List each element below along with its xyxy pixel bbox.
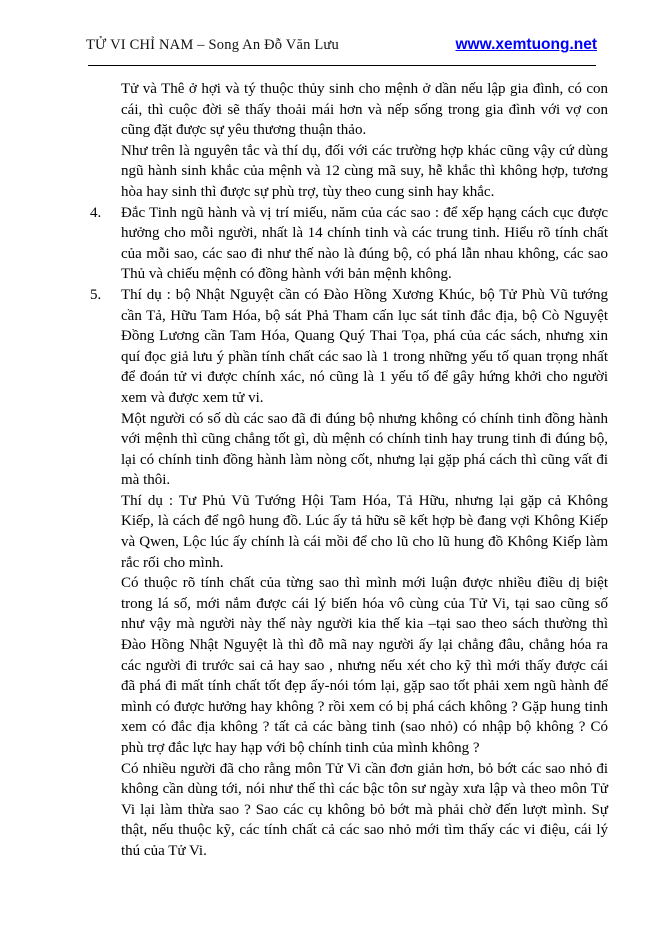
paragraph (121, 141, 608, 203)
list-number: 4. (90, 204, 102, 221)
paragraph-text: Có thuộc rõ tính chất của từng sao thì mình mới luận được nhiều điều dị biệt trong lá số, mới nắm được cái lý biến hóa vô cùng của Tử Vi, tại sao cũng số như vậy mà người này thế này người kia thế kia –tại sao theo sách thường thì Đào Hồng Nhật Nguyệt là thì đỗ mã nay người ấy lại chẳng đâu, chẳng hóa ra các người đi trước sai cả hay sao , nhưng nếu xét cho kỹ thì mới thấy được cái đã phá đi mất tính chất tốt đẹp ấy-nói tóm lại, gặp sao tốt phải xem ngũ hành để mình có được hưởng hay không ? rồi xem có bị phá cách không ? Gặp hung tinh xem có đắc địa không ? tất cả các bàng tinh (sao nhỏ) có nhập bộ không ? Có phù trợ đắc lực hay hạp với bộ chính tinh của mình không ? (121, 575, 608, 756)
paragraph-text: Thí dụ : Tư Phủ Vũ Tướng Hội Tam Hóa, Tả Hữu, nhưng lại gặp cả Không Kiếp, là cách để ngô hung đồ. Lúc ấy tả hữu sẽ kết hợp bè đang vợi Không Kiếp và Qwen, Lộc lúc ấy chính là cái mồi để cho lũ cho lũ hung đồ Không Kiếp làm rắc rối cho mình. (121, 492, 608, 571)
paragraph (121, 79, 608, 141)
paragraph (121, 573, 608, 758)
paragraph-text: Một người có số dù các sao đã đi đúng bộ nhưng không có chính tinh đồng hành với mệnh thì cũng chẳng tốt gì, dù mệnh có chính tinh hay trung tinh đi đúng bộ, lại có chính tinh đồng hành làm nòng cốt, nhưng lại gặp phá cách thì cũng vất đi mà thôi. (121, 410, 608, 489)
paragraph-text: Tử và Thê ở hợi và tý thuộc thủy sinh cho mệnh ở dần nếu lập gia đình, có con cái, thì cuộc đời sẽ thấy thoải mái hơn và nếp sống trong gia đình với vợ con cũng đặt được sự yêu thương thuận thảo. (121, 81, 608, 139)
paragraph (121, 409, 608, 491)
page-header-title: TỬ VI CHỈ NAM – Song An Đỗ Văn Lưu (86, 37, 339, 53)
document-body (90, 79, 608, 862)
paragraph (121, 491, 608, 573)
paragraph-text: Thí dụ : bộ Nhật Nguyệt cần có Đào Hồng Xương Khúc, bộ Tử Phù Vũ tướng cần Tả, Hữu Tam Hóa, bộ sát Phả Tham cấn lục sát tỉnh đắc địa, bộ Cò Nguyệt Đồng Lương cần Tam Hóa, Quang Quý Thai Tọa, phá của các sách, nhưng xin quí đọc giả lưu ý phần tính chất các sao là 1 trong những yếu tố quan trọng nhất để đoán tử vi được chính xác, nó cũng là 1 yếu tố để gây hứng khởi cho người xem và được xem tử vi. (121, 286, 608, 406)
numbered-item-4 (90, 203, 608, 285)
list-number: 5. (90, 286, 102, 303)
paragraph-text: Có nhiều người đã cho rằng môn Tử Vi cần đơn giản hơn, bỏ bớt các sao nhỏ đi không cần dùng tới, nói như thế thì các bậc tôn sư ngày xưa lập và theo môn Tử Vi lại làm thừa sao ? Sao các cụ không bỏ bớt mà phải chờ đến lượt mình. Sự thật, nếu thuộc kỹ, các tính chất cả các sao nhỏ mới tìm thấy các vi điệu, cái lý thú của Tử Vi. (121, 760, 608, 859)
website-link[interactable]: www.xemtuong.net (455, 36, 597, 53)
paragraph (121, 759, 608, 862)
header-divider (88, 65, 596, 66)
paragraph-text: Đắc Tinh ngũ hành và vị trí miếu, năm của các sao : để xếp hạng cách cục được hưởng cho mỗi người, nhất là 14 chính tinh và các trung tinh. Hiểu rõ tính chất của mỗi sao, các sao đi như thế nào là đúng bộ, có phá lẫn nhau không, các sao Thủ và chiếu mệnh có đồng hành với bản mệnh không. (121, 204, 608, 283)
paragraph-text: Như trên là nguyên tắc và thí dụ, đối với các trường hợp khác cũng vậy cứ dùng ngũ hành sinh khắc của mệnh và 12 cùng mã suy, hễ khắc thì không hợp, tương hòa hay sinh thì được sự phù trợ, tùy theo cung sinh hay khắc. (121, 142, 608, 200)
page-header (86, 36, 597, 54)
numbered-item-5 (90, 285, 608, 409)
